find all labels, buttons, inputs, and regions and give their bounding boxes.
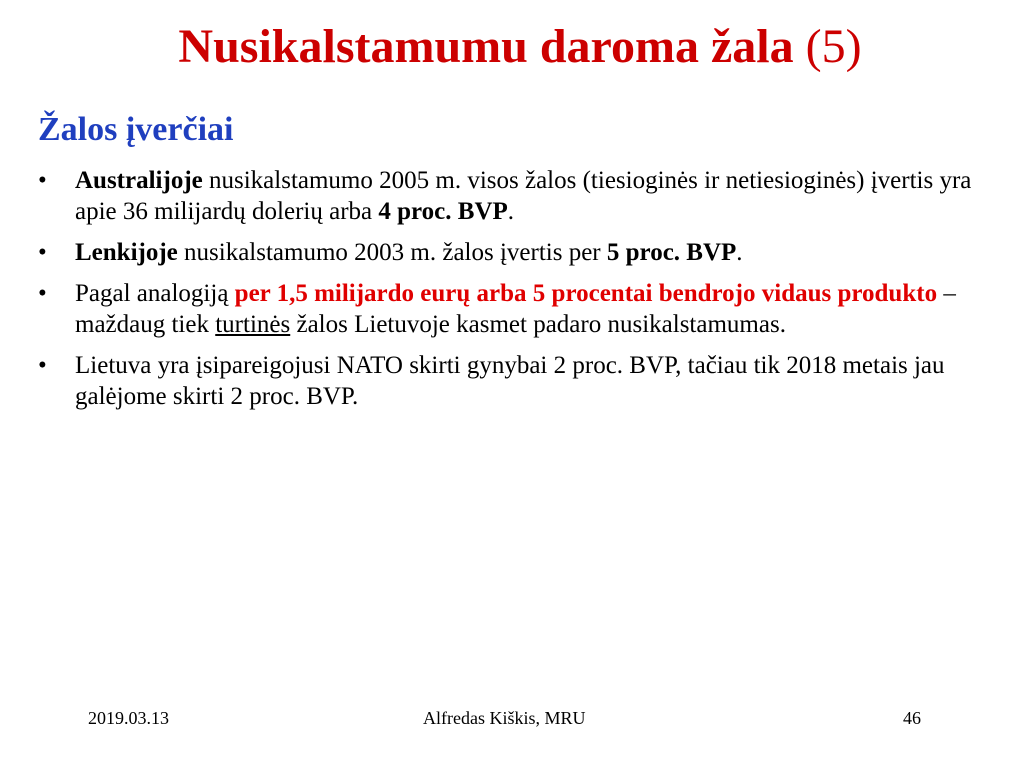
bullet-country-label: Australijoje bbox=[75, 167, 203, 194]
bullet-item-lithuania-estimate bbox=[38, 278, 978, 340]
section-subheading: Žalos įverčiai bbox=[38, 111, 234, 148]
bullet-point-icon: • bbox=[38, 167, 47, 194]
bullet-text-middle: – maždaug tiek bbox=[75, 280, 956, 338]
bullet-emphasis: 4 proc. BVP bbox=[378, 198, 508, 225]
bullet-item-nato bbox=[38, 350, 978, 412]
footer-author: Alfredas Kiškis, MRU bbox=[423, 708, 586, 728]
slide-title-number: (5) bbox=[793, 20, 862, 73]
bullet-text: nusikalstamumo 2003 m. žalos įvertis per bbox=[177, 239, 607, 266]
bullet-text: Pagal analogiją bbox=[75, 280, 235, 307]
bullet-text-end: žalos Lietuvoje kasmet padaro nusikalstamumas. bbox=[290, 311, 786, 338]
slide-title-main: Nusikalstamumu daroma žala bbox=[178, 20, 794, 73]
footer-date: 2019.03.13 bbox=[88, 708, 169, 728]
bullet-point-icon: • bbox=[38, 280, 47, 307]
bullet-list bbox=[38, 165, 978, 422]
bullet-text: Lietuva yra įsipareigojusi NATO skirti gynybai 2 proc. BVP, tačiau tik 2018 metais jau galėjome skirti 2 proc. BVP. bbox=[75, 352, 945, 410]
bullet-text-end: . bbox=[507, 198, 515, 225]
bullet-point-icon: • bbox=[38, 352, 47, 379]
bullet-country-label: Lenkijoje bbox=[75, 239, 178, 266]
bullet-item-australia bbox=[38, 165, 978, 227]
footer-page-number: 46 bbox=[903, 708, 921, 728]
bullet-highlight: per 1,5 milijardo eurų arba 5 procentai bendrojo vidaus produkto bbox=[234, 280, 938, 307]
bullet-text: nusikalstamumo 2005 m. visos žalos (tiesioginės ir netiesioginės) įvertis yra apie 36 milijardų dolerių arba bbox=[75, 167, 972, 225]
bullet-emphasis: 5 proc. BVP bbox=[606, 239, 737, 266]
bullet-text-end: . bbox=[736, 239, 743, 266]
bullet-point-icon: • bbox=[38, 239, 47, 266]
bullet-underlined-word: turtinės bbox=[215, 311, 291, 338]
slide-title bbox=[0, 18, 1024, 76]
bullet-item-poland bbox=[38, 237, 978, 268]
